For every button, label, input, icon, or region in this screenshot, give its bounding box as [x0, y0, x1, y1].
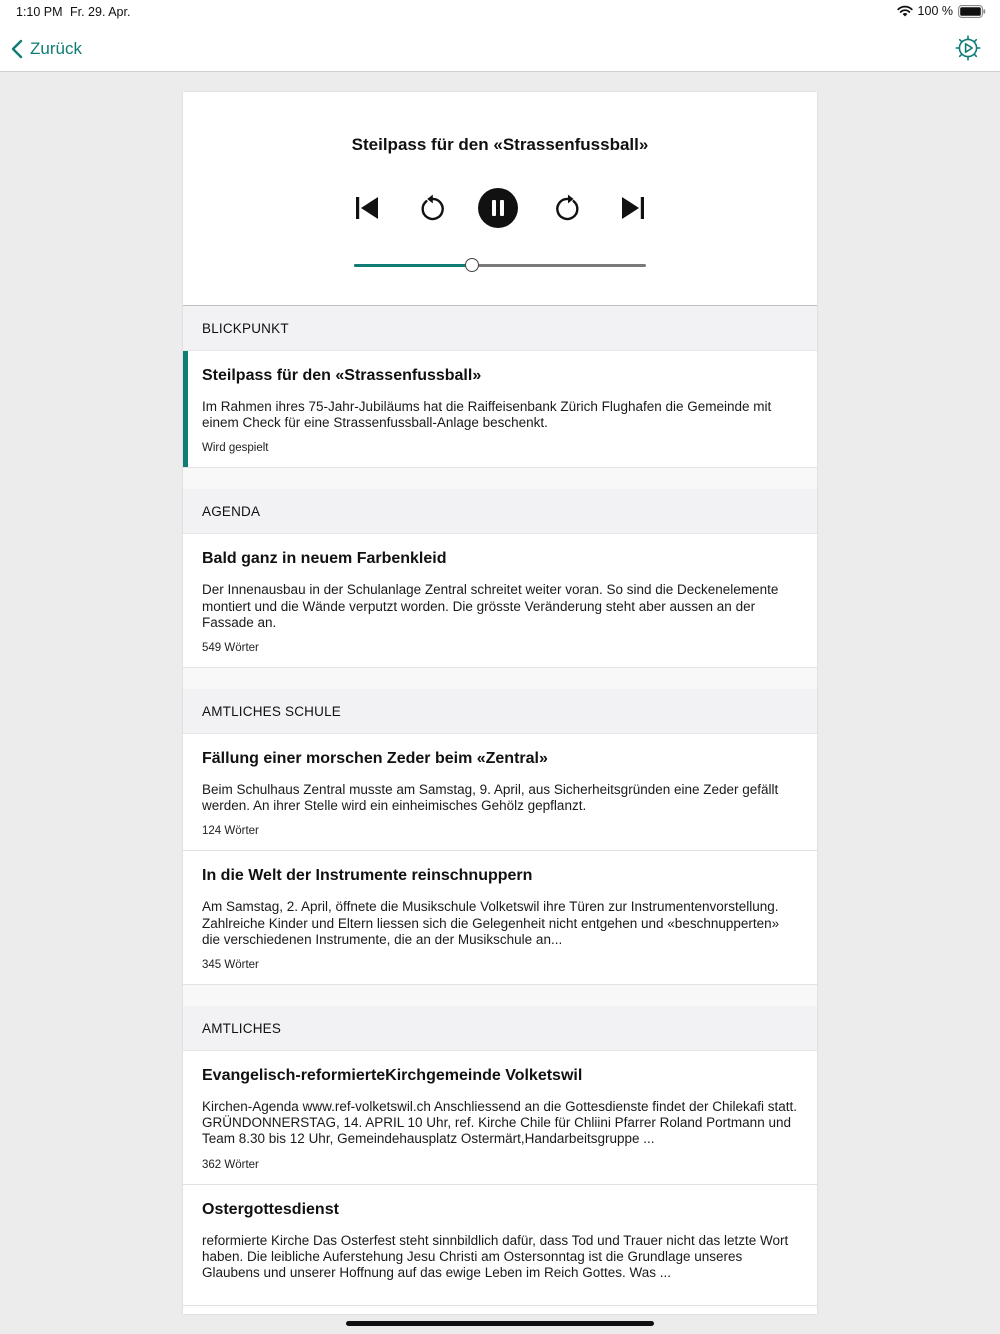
battery-icon — [958, 5, 986, 18]
article-item[interactable] — [183, 1051, 817, 1185]
audio-player — [183, 92, 817, 306]
article-item[interactable] — [183, 734, 817, 851]
article-summary: Beim Schulhaus Zentral musste am Samstag, 9. April, aus Sicherheitsgründen eine Zeder gefällt werden. An ihrer Stelle wird ein einheimisches Gehölz gepflanzt. — [202, 782, 779, 814]
skip-previous-icon[interactable] — [352, 193, 382, 223]
word-count: 549 Wörter — [202, 642, 259, 655]
status-time: 1:10 PM — [16, 5, 63, 19]
section-spacer — [183, 985, 817, 1006]
section-spacer — [183, 668, 817, 689]
back-button[interactable] — [10, 34, 82, 64]
status-bar — [0, 0, 1000, 26]
wifi-icon — [897, 5, 913, 17]
skip-next-icon[interactable] — [618, 193, 648, 223]
section-header: AMTLICHES SCHULE — [183, 689, 817, 734]
home-indicator — [346, 1321, 654, 1326]
back-label: Zurück — [30, 39, 82, 58]
article-title: Ostergottesdienst — [202, 1200, 339, 1218]
article-title: Bald ganz in neuem Farbenkleid — [202, 550, 447, 568]
progress-thumb[interactable] — [465, 258, 479, 272]
pause-icon[interactable] — [478, 188, 518, 228]
fast-forward-icon[interactable] — [552, 192, 584, 224]
article-summary: Am Samstag, 2. April, öffnete die Musikschule Volketswil ihre Türen zur Instrumentenvorstellung. Zahlreiche Kinder und Eltern liessen sich die Gelegenheit nicht entgehen und «beschnupperten» die verschiedenen Instrumente, die an der Musikschule an... — [202, 899, 780, 947]
article-item[interactable] — [183, 851, 817, 985]
word-count — [202, 1292, 798, 1305]
article-summary: reformierte Kirche Das Osterfest steht sinnbildlich dafür, dass Tod und Trauer nicht das letzte Wort haben. Die leibliche Auferstehung Jesu Christi am Ostersonntag ist die Grundlage unseres Glaubens und unserer Hoffnung auf das ewige Leben im Reich Gottes. Was ... — [202, 1232, 789, 1281]
navigation-bar — [0, 26, 1000, 72]
gear-play-icon[interactable] — [954, 34, 982, 62]
player-controls — [183, 188, 817, 228]
now-playing-label: Wird gespielt — [202, 442, 269, 455]
article-summary: Der Innenausbau in der Schulanlage Zentral schreitet weiter voran. So sind die Deckenelemente montiert und die Wände verputzt worden. Die grösste Veränderung steht aber aussen an der Fassade an. — [202, 582, 779, 630]
article-item[interactable] — [183, 351, 817, 468]
article-summary: Im Rahmen ihres 75-Jahr-Jubiläums hat die Raiffeisenbank Zürich Flughafen die Gemeinde mit einem Check für eine Strassenfussball-Anlage beschenkt. — [202, 399, 772, 431]
article-title: In die Welt der Instrumente reinschnuppern — [202, 867, 533, 885]
rewind-icon[interactable] — [416, 192, 448, 224]
section-header: AGENDA — [183, 489, 817, 534]
article-title: Steilpass für den «Strassenfussball» — [202, 367, 482, 384]
progress-slider[interactable] — [354, 260, 646, 270]
status-indicators — [897, 4, 986, 18]
article-item[interactable] — [183, 534, 817, 668]
article-summary: Kirchen-Agenda www.ref-volketswil.ch Anschliessend an die Gottesdienste findet der Chilekafi statt. GRÜNDONNERSTAG, 14. APRIL 10 Uhr, ref. Kirche Chile für Chliini Pfarrer Roland Portmann und Team 8.30 bis 12 Uhr, Gemeindehausplatz Ostermärt,Handarbeitsgruppe ... — [202, 1099, 798, 1147]
article-title: Evangelisch-reformierteKirchgemeinde Volketswil — [202, 1067, 583, 1085]
word-count: 345 Wörter — [202, 959, 259, 972]
content-card — [183, 92, 817, 1314]
progress-fill — [354, 264, 472, 267]
word-count: 362 Wörter — [202, 1158, 259, 1171]
status-date: Fr. 29. Apr. — [70, 5, 131, 19]
section-spacer — [183, 468, 817, 489]
chevron-left-icon — [10, 39, 26, 59]
player-title: Steilpass für den «Strassenfussball» — [351, 135, 649, 154]
article-title: Fällung einer morschen Zeder beim «Zentral» — [202, 750, 548, 768]
section-header: AMTLICHES — [183, 1006, 817, 1051]
battery-percent: 100 % — [917, 4, 953, 18]
word-count: 124 Wörter — [202, 825, 259, 838]
section-header: BLICKPUNKT — [183, 306, 817, 351]
article-list — [183, 306, 817, 1306]
article-item[interactable] — [183, 1185, 817, 1307]
